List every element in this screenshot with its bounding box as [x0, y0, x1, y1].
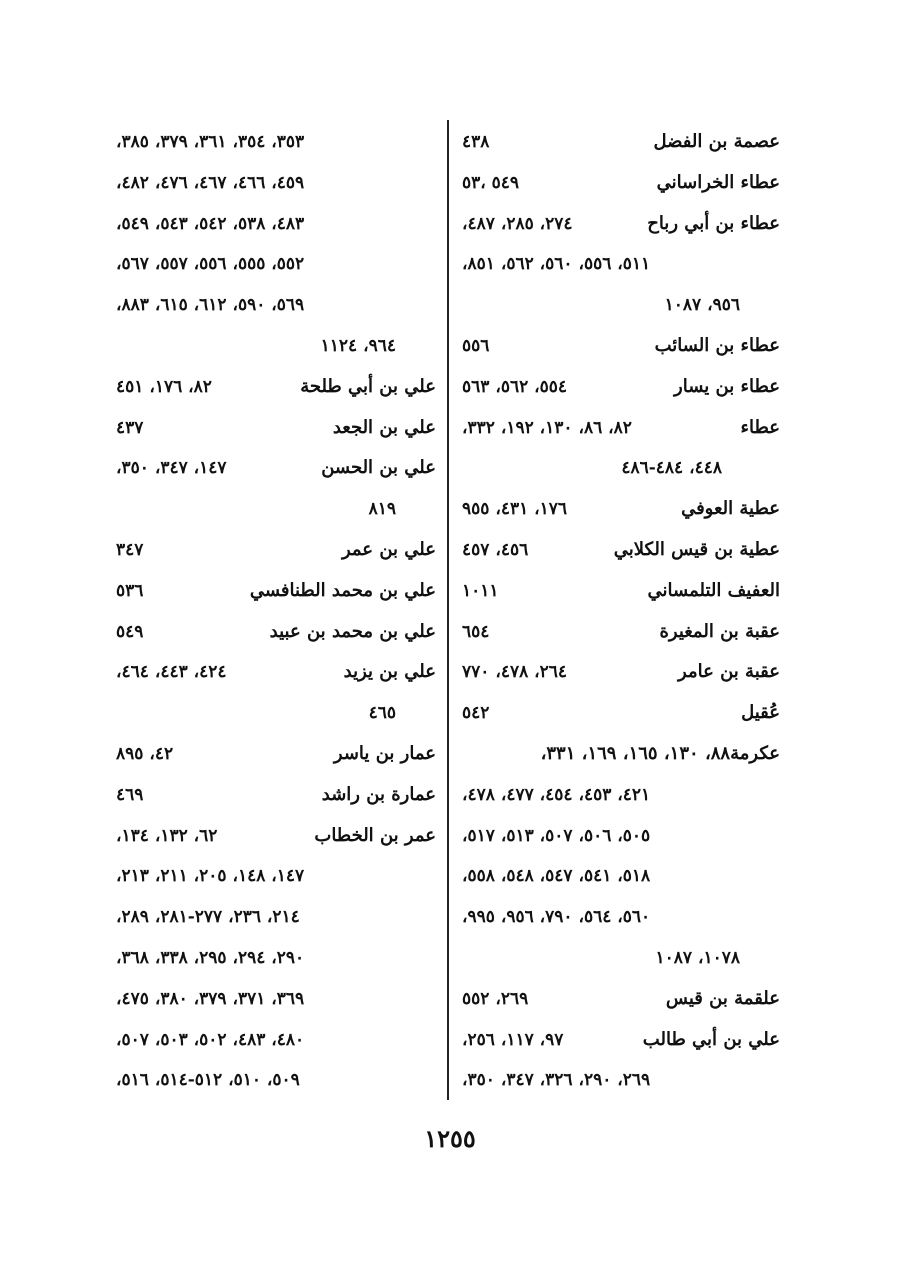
column-divider — [447, 120, 449, 1100]
entry-continuation: ١٠٧٨، ١٠٨٧ — [655, 947, 740, 968]
entry-continuation: ٣٥٣، ٣٥٤، ٣٦١، ٣٧٩، ٣٨٥، — [116, 132, 305, 152]
entry-continuation: ٩٥٦، ١٠٨٧ — [664, 295, 740, 316]
index-entry — [116, 938, 436, 979]
entry-continuation: ٥٦٠، ٥٦٤، ٧٩٠، ٩٥٦، ٩٩٥، — [462, 907, 651, 928]
index-entry — [116, 408, 436, 449]
entry-continuation: ٣٦٩، ٣٧١، ٣٧٩، ٣٨٠، ٤٧٥، — [116, 988, 305, 1009]
entry-continuation: ٤٥٩، ٤٦٦، ٤٦٧، ٤٧٦، ٤٨٢، — [116, 172, 305, 193]
index-entry — [462, 693, 780, 734]
entry-page-numbers: ٤٣٧ — [116, 417, 144, 438]
index-entry — [116, 897, 436, 938]
entry-name: علي بن محمد بن عبيد — [269, 620, 436, 642]
entry-name: عطاء بن السائب — [654, 334, 780, 356]
entry-name: علي بن محمد الطنافسي — [249, 579, 436, 601]
entry-name: علي بن الحسن — [321, 457, 436, 479]
entry-continuation: ٤٨٣، ٥٣٨، ٥٤٢، ٥٤٣، ٥٤٩، — [116, 213, 305, 234]
index-entry — [462, 204, 780, 245]
index-entry — [462, 612, 780, 653]
entry-page-numbers: ٣٤٧ — [116, 539, 144, 560]
entry-page-numbers: ٨٢، ٨٦، ١٣٠، ١٩٢، ٣٣٢، — [462, 417, 632, 438]
entry-continuation: ٥٠٩، ٥١٠، ٥١٢-٥١٤، ٥١٦، — [116, 1070, 300, 1091]
entry-page-numbers: ٩٧، ١١٧، ٢٥٦، — [462, 1029, 564, 1050]
index-entry — [462, 244, 780, 285]
entry-name: علي بن أبي طلحة — [300, 375, 436, 397]
index-column-right — [462, 122, 780, 1101]
index-entry — [462, 285, 780, 326]
entry-name: العفيف التلمساني — [647, 579, 780, 601]
index-entry — [116, 775, 436, 816]
page-number: ١٢٥٥ — [424, 1124, 476, 1153]
index-entry — [462, 979, 780, 1020]
entry-continuation: ٥١١، ٥٥٦، ٥٦٠، ٥٦٢، ٨٥١، — [462, 254, 651, 275]
index-entry — [116, 367, 436, 408]
entry-continuation: ٥٦٩، ٥٩٠، ٦١٢، ٦١٥، ٨٨٣، — [116, 295, 305, 316]
index-entry — [462, 734, 780, 775]
entry-name: عصمة بن الفضل — [653, 131, 780, 152]
index-entry — [462, 816, 780, 857]
entry-page-numbers: ٤٢، ٨٩٥ — [116, 743, 174, 764]
index-entry — [462, 938, 780, 979]
index-entry — [462, 775, 780, 816]
entry-name: علي بن الجعد — [332, 416, 436, 438]
entry-name: عطية العوفي — [681, 498, 780, 520]
index-entry — [462, 571, 780, 612]
entry-page-numbers: ٤٥٦، ٤٥٧ — [462, 539, 529, 560]
entry-name: عمار بن ياسر — [333, 742, 436, 764]
entry-page-numbers: ٢٦٩، ٥٥٢ — [462, 988, 529, 1009]
index-entry — [116, 816, 436, 857]
index-entry — [116, 448, 436, 489]
entry-page-numbers: ٢٧٤، ٢٨٥، ٤٨٧، — [462, 213, 573, 234]
entry-name: عكرمة٨٨، ١٣٠، ١٦٥، ١٦٩، ٣٣١، — [540, 742, 780, 764]
entry-name: عُقيل — [741, 702, 780, 724]
entry-name: عطاء الخراساني — [656, 171, 780, 193]
entry-continuation: ٤٦٥ — [368, 703, 396, 724]
index-entry — [116, 530, 436, 571]
entry-name: عطية بن قيس الكلابي — [613, 538, 780, 560]
entry-page-numbers: ٨٢، ١٧٦، ٤٥١ — [116, 376, 212, 397]
entry-continuation: ٤٢١، ٤٥٣، ٤٥٤، ٤٧٧، ٤٧٨، — [462, 784, 651, 805]
index-entry — [462, 1020, 780, 1061]
entry-name: عطاء — [740, 416, 780, 438]
index-entry — [462, 163, 780, 204]
entry-page-numbers: ١٤٧، ٣٤٧، ٣٥٠، — [116, 458, 227, 479]
entry-continuation: ٩٦٤، ١١٢٤ — [320, 335, 396, 356]
entry-page-numbers: ١٠١١ — [462, 580, 499, 601]
entry-continuation: ٢١٤، ٢٣٦، ٢٧٧-٢٨١، ٢٨٩، — [116, 907, 300, 928]
index-entry — [116, 489, 436, 530]
index-entry — [462, 408, 780, 449]
index-entry — [462, 326, 780, 367]
entry-name: علي بن يزيد — [343, 661, 436, 683]
index-entry — [116, 326, 436, 367]
index-entry — [116, 204, 436, 245]
index-entry — [116, 244, 436, 285]
entry-name: عطاء بن أبي رباح — [647, 212, 780, 234]
entry-name: عقبة بن المغيرة — [659, 620, 780, 642]
index-entry — [116, 856, 436, 897]
index-entry — [462, 1060, 780, 1101]
index-entry — [116, 734, 436, 775]
entry-continuation: ٤٨٠، ٤٨٣، ٥٠٢، ٥٠٣، ٥٠٧، — [116, 1029, 305, 1050]
index-entry — [116, 1060, 436, 1101]
entry-name: عقبة بن عامر — [678, 661, 780, 683]
index-entry — [116, 571, 436, 612]
entry-continuation: ٥١٨، ٥٤١، ٥٤٧، ٥٤٨، ٥٥٨، — [462, 866, 651, 887]
entry-page-numbers: ١٧٦، ٤٣١، ٩٥٥ — [462, 499, 568, 520]
entry-name: علي بن أبي طالب — [642, 1028, 780, 1050]
index-entry — [462, 367, 780, 408]
entry-page-numbers: ٢٦٤، ٤٧٨، ٧٧٠ — [462, 662, 568, 683]
entry-page-numbers: ٦٢، ١٣٢، ١٣٤، — [116, 825, 218, 846]
entry-page-numbers: ٤٢٤، ٤٤٣، ٤٦٤، — [116, 662, 227, 683]
entry-name: عمر بن الخطاب — [314, 824, 436, 846]
entry-page-numbers: ٦٥٤ — [462, 621, 490, 642]
index-entry — [462, 530, 780, 571]
index-entry — [116, 1020, 436, 1061]
index-entry — [462, 652, 780, 693]
entry-continuation: ١٤٧، ١٤٨، ٢٠٥، ٢١١، ٢١٣، — [116, 866, 305, 887]
index-entry — [462, 856, 780, 897]
entry-continuation: ٢٦٩، ٢٩٠، ٣٢٦، ٣٤٧، ٣٥٠، — [462, 1070, 651, 1091]
index-entry — [462, 489, 780, 530]
index-entry — [116, 979, 436, 1020]
index-entry — [462, 448, 780, 489]
entry-continuation: ٢٩٠، ٢٩٤، ٢٩٥، ٣٣٨، ٣٦٨، — [116, 947, 305, 968]
entry-continuation: ٥٠٥، ٥٠٦، ٥٠٧، ٥١٣، ٥١٧، — [462, 825, 651, 846]
index-entry — [116, 612, 436, 653]
entry-page-numbers: ٥٥٦ — [462, 335, 490, 356]
index-entry — [116, 122, 436, 163]
entry-page-numbers: ٥٥٤، ٥٦٢، ٥٦٣ — [462, 376, 568, 397]
index-entry — [462, 897, 780, 938]
index-entry — [462, 122, 780, 163]
entry-continuation: ٥٥٢، ٥٥٥، ٥٥٦، ٥٥٧، ٥٦٧، — [116, 254, 305, 275]
entry-page-numbers: ٤٦٩ — [116, 784, 144, 805]
entry-page-numbers: ٥٤٩ ،٥٣ — [462, 172, 520, 193]
entry-continuation: ٨١٩ — [368, 499, 396, 520]
entry-page-numbers: ٤٣٨ — [462, 132, 490, 152]
index-entry — [116, 693, 436, 734]
index-entry — [116, 652, 436, 693]
index-entry — [116, 163, 436, 204]
entry-continuation: ٤٤٨، ٤٨٤-٤٨٦ — [621, 458, 722, 479]
entry-name: عطاء بن يسار — [674, 375, 780, 397]
entry-name: علي بن عمر — [341, 538, 436, 560]
index-column-left — [116, 122, 436, 1101]
entry-name: علقمة بن قيس — [665, 987, 780, 1009]
entry-page-numbers: ٥٤٩ — [116, 621, 144, 642]
entry-page-numbers: ٥٤٢ — [462, 703, 490, 724]
entry-page-numbers: ٥٣٦ — [116, 580, 144, 601]
index-entry — [116, 285, 436, 326]
entry-name: عمارة بن راشد — [321, 783, 436, 805]
